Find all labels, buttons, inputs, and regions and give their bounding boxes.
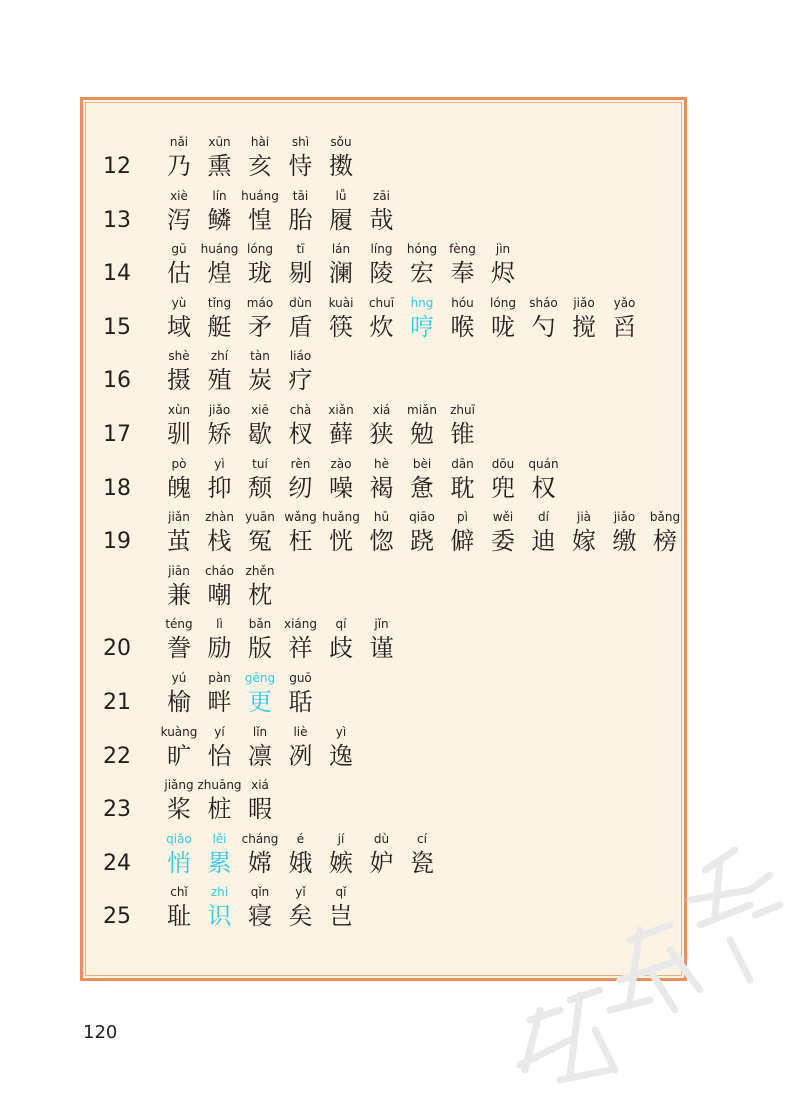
hanzi-character: 跷 xyxy=(410,527,434,556)
character-cell xyxy=(281,348,321,395)
hanzi-character: 殖 xyxy=(207,366,232,395)
pinyin-label: guō xyxy=(289,671,312,685)
pinyin-label: qǐn xyxy=(250,885,270,900)
pinyin-label: bèi xyxy=(412,456,432,471)
hanzi-character: 更 xyxy=(248,688,272,716)
hanzi-character: 履 xyxy=(329,205,353,234)
pinyin-label: lín xyxy=(212,188,227,203)
character-cell xyxy=(240,563,280,610)
hanzi-character: 惶 xyxy=(248,205,272,234)
pinyin-label: hng xyxy=(410,295,434,310)
hanzi-character: 权 xyxy=(531,473,556,502)
hanzi-character: 枕 xyxy=(248,580,272,609)
hanzi-character: 域 xyxy=(167,312,191,341)
hanzi-character: 怡 xyxy=(207,741,232,770)
pinyin-label: lěi xyxy=(212,831,227,846)
pinyin-label: yǎo xyxy=(613,295,636,310)
hanzi-character: 熏 xyxy=(207,152,232,180)
character-cell xyxy=(443,402,483,449)
hanzi-character: 炊 xyxy=(369,312,394,341)
pinyin-label: jiǎn xyxy=(168,510,190,525)
hanzi-character: 褐 xyxy=(369,473,394,502)
pinyin-label: qǐ xyxy=(335,885,347,900)
pinyin-label: xiè xyxy=(170,188,188,203)
hanzi-character: 旷 xyxy=(167,741,191,770)
hanzi-character: 榜 xyxy=(653,527,677,556)
pinyin-label: gēng xyxy=(244,671,276,685)
hanzi-character: 鳞 xyxy=(207,205,232,234)
hanzi-character: 矛 xyxy=(248,312,272,341)
hanzi-character: 纫 xyxy=(288,473,313,502)
pinyin-label: miǎn xyxy=(407,403,437,417)
hanzi-character: 悄 xyxy=(167,848,191,877)
pinyin-label: shè xyxy=(168,349,190,364)
hanzi-character: 炭 xyxy=(248,366,272,395)
pinyin-label: sháo xyxy=(529,295,558,310)
character-cell xyxy=(605,295,645,342)
hanzi-character: 烬 xyxy=(491,259,515,288)
pinyin-label: zào xyxy=(330,456,352,471)
lesson-number: 16 xyxy=(103,368,131,394)
character-cell xyxy=(524,456,564,503)
hanzi-character: 搅 xyxy=(572,312,596,341)
pinyin-label: jiān xyxy=(168,563,190,578)
pinyin-label: dōu xyxy=(491,456,515,471)
pinyin-label: wǎng xyxy=(284,510,317,525)
pinyin-label: quán xyxy=(528,456,559,471)
pinyin-label: jiǎo xyxy=(573,295,595,310)
pinyin-label: dù xyxy=(373,831,390,846)
hanzi-character: 茧 xyxy=(167,527,191,556)
lesson-number: 20 xyxy=(103,636,131,662)
hanzi-character: 泻 xyxy=(167,205,191,234)
hanzi-character: 栈 xyxy=(207,527,232,556)
hanzi-character: 谨 xyxy=(369,634,394,663)
pinyin-label: fèng xyxy=(449,242,476,257)
pinyin-label: hóng xyxy=(406,242,438,257)
pinyin-label: pò xyxy=(171,456,187,471)
character-cell xyxy=(645,509,685,556)
hanzi-character: 珑 xyxy=(248,259,272,288)
pinyin-label: pàn xyxy=(208,671,231,685)
pinyin-label: zhí xyxy=(210,349,229,364)
pinyin-label: huǎng xyxy=(322,510,360,525)
pinyin-label: jìn xyxy=(495,242,511,257)
pinyin-label: tāi xyxy=(292,188,309,203)
lesson-number: 13 xyxy=(103,207,131,233)
hanzi-character: 嘲 xyxy=(207,580,232,609)
hanzi-character: 励 xyxy=(207,634,232,663)
pinyin-label: jiǎo xyxy=(208,403,231,417)
hanzi-character: 哼 xyxy=(410,312,434,341)
pinyin-label: liáo xyxy=(289,349,312,364)
pinyin-label: jiǎo xyxy=(613,510,636,525)
hanzi-character: 冽 xyxy=(288,741,313,770)
pinyin-label: hū xyxy=(373,510,390,525)
hanzi-character: 抑 xyxy=(207,473,232,502)
pinyin-label: rèn xyxy=(290,456,311,471)
hanzi-character: 勺 xyxy=(531,312,556,341)
hanzi-character: 耽 xyxy=(450,473,475,502)
hanzi-character: 乃 xyxy=(167,152,191,180)
hanzi-character: 艇 xyxy=(207,312,232,341)
pinyin-label: cháng xyxy=(241,831,279,846)
pinyin-label: hài xyxy=(250,135,270,149)
pinyin-label: lóng xyxy=(490,295,516,310)
pinyin-label: yǐ xyxy=(295,885,306,900)
hanzi-character: 凛 xyxy=(248,741,272,770)
hanzi-character: 噪 xyxy=(329,473,353,502)
character-cell xyxy=(402,831,442,878)
pinyin-label: xūn xyxy=(208,135,231,149)
hanzi-character: 摄 xyxy=(167,366,191,395)
hanzi-character: 暇 xyxy=(248,795,272,824)
hanzi-character: 瓷 xyxy=(410,848,434,877)
hanzi-character: 宏 xyxy=(410,259,434,288)
pinyin-label: xùn xyxy=(167,403,191,417)
character-cell xyxy=(321,724,361,771)
hanzi-character: 桨 xyxy=(167,795,191,824)
hanzi-character: 僻 xyxy=(450,527,475,556)
pinyin-label: chà xyxy=(289,403,312,417)
hanzi-character: 魄 xyxy=(167,473,191,502)
hanzi-character: 煌 xyxy=(207,259,232,288)
hanzi-character: 狭 xyxy=(369,420,394,448)
hanzi-character: 聒 xyxy=(288,688,313,716)
hanzi-character: 岂 xyxy=(329,902,353,931)
pinyin-label: tàn xyxy=(250,349,270,364)
pinyin-label: bǎng xyxy=(649,510,681,525)
pinyin-label: yuān xyxy=(245,510,275,525)
pinyin-label: huáng xyxy=(241,188,279,203)
hanzi-character: 驯 xyxy=(167,420,191,448)
hanzi-character: 桩 xyxy=(207,795,232,824)
character-cell xyxy=(321,884,361,931)
pinyin-label: zhuāng xyxy=(197,778,242,793)
pinyin-label: zāi xyxy=(373,188,390,203)
pinyin-label: huáng xyxy=(200,242,239,257)
hanzi-character: 筷 xyxy=(329,312,353,341)
hanzi-character: 耻 xyxy=(167,902,191,931)
pinyin-label: tī xyxy=(296,242,305,257)
hanzi-character: 勉 xyxy=(410,420,434,448)
pinyin-label: sǒu xyxy=(330,135,352,149)
pinyin-label: téng xyxy=(165,617,193,632)
character-cell xyxy=(281,670,321,717)
pinyin-label: bǎn xyxy=(248,617,272,632)
pinyin-label: xiá xyxy=(251,778,269,793)
page-number: 120 xyxy=(83,1022,118,1043)
pinyin-label: qiǎo xyxy=(166,831,192,846)
pinyin-label: dùn xyxy=(289,295,312,310)
hanzi-character: 逸 xyxy=(329,741,353,770)
pinyin-label: dí xyxy=(538,510,549,525)
hanzi-character: 恍 xyxy=(329,527,353,556)
pinyin-label: jí xyxy=(337,831,345,846)
pinyin-label: zhàn xyxy=(205,510,234,525)
pinyin-label: cí xyxy=(417,831,427,846)
lesson-number: 24 xyxy=(103,850,131,876)
hanzi-character: 惫 xyxy=(410,473,434,502)
character-table-frame xyxy=(80,97,687,981)
hanzi-character: 版 xyxy=(248,634,272,663)
pinyin-label: gū xyxy=(171,242,187,257)
lesson-number: 17 xyxy=(103,422,131,447)
pinyin-label: zhi xyxy=(210,885,229,900)
pinyin-label: lǚ xyxy=(335,188,347,203)
hanzi-character: 锥 xyxy=(450,420,475,448)
character-cell xyxy=(362,616,402,663)
pinyin-label: lóng xyxy=(247,242,273,257)
pinyin-label: jiǎng xyxy=(164,778,194,793)
lesson-number: 19 xyxy=(103,529,131,555)
hanzi-character: 澜 xyxy=(329,259,353,288)
character-cell xyxy=(240,777,280,824)
pinyin-label: chuī xyxy=(368,295,395,310)
pinyin-label: shì xyxy=(291,135,310,149)
pinyin-label: hè xyxy=(374,456,389,471)
pinyin-label: liè xyxy=(293,724,308,739)
hanzi-character: 剔 xyxy=(288,259,313,288)
hanzi-character: 胎 xyxy=(288,205,313,234)
pinyin-label: yí xyxy=(214,724,225,739)
hanzi-character: 祥 xyxy=(288,634,313,663)
hanzi-character: 陵 xyxy=(369,259,394,288)
pinyin-label: xiá xyxy=(372,403,391,417)
pinyin-label: qiāo xyxy=(409,510,435,525)
pinyin-label: zhěn xyxy=(245,563,275,578)
lesson-number: 12 xyxy=(103,154,131,179)
pinyin-label: wěi xyxy=(492,510,514,525)
hanzi-character: 畔 xyxy=(207,688,232,716)
pinyin-label: tuí xyxy=(252,456,268,471)
lesson-number: 23 xyxy=(103,797,131,823)
hanzi-character: 娥 xyxy=(288,848,313,877)
hanzi-character: 喉 xyxy=(450,312,475,341)
pinyin-label: cháo xyxy=(205,563,234,578)
hanzi-character: 擞 xyxy=(329,152,353,180)
hanzi-character: 榆 xyxy=(167,688,191,716)
pinyin-label: xiē xyxy=(251,403,269,417)
character-cell xyxy=(483,241,523,288)
pinyin-label: máo xyxy=(246,295,274,310)
hanzi-character: 恃 xyxy=(288,152,313,180)
pinyin-label: lì xyxy=(216,617,223,632)
character-cell xyxy=(321,134,361,181)
pinyin-label: líng xyxy=(370,242,393,257)
hanzi-character: 兼 xyxy=(167,580,191,609)
pinyin-label: hóu xyxy=(451,295,474,310)
pinyin-label: kuàng xyxy=(160,724,198,739)
pinyin-label: zhuī xyxy=(450,403,475,417)
hanzi-character: 估 xyxy=(167,259,191,288)
hanzi-character: 矫 xyxy=(207,420,232,448)
pinyin-label: kuài xyxy=(328,295,354,310)
hanzi-character: 委 xyxy=(491,527,515,556)
hanzi-character: 舀 xyxy=(612,312,637,341)
pinyin-label: yù xyxy=(171,295,187,310)
pinyin-label: xiáng xyxy=(283,617,317,632)
hanzi-character: 识 xyxy=(207,902,232,931)
hanzi-character: 嫉 xyxy=(329,848,353,877)
hanzi-character: 枉 xyxy=(288,527,313,556)
hanzi-character: 兜 xyxy=(491,473,515,502)
lesson-number: 21 xyxy=(103,690,131,715)
pinyin-label: chǐ xyxy=(170,885,188,900)
hanzi-character: 杈 xyxy=(288,420,313,448)
pinyin-label: lán xyxy=(331,242,351,257)
lesson-number: 22 xyxy=(103,743,131,769)
pinyin-label: jǐn xyxy=(374,617,389,632)
lesson-number: 18 xyxy=(103,475,131,501)
hanzi-character: 迪 xyxy=(531,527,556,556)
hanzi-character: 嫦 xyxy=(248,848,272,877)
hanzi-character: 寝 xyxy=(248,902,272,931)
pinyin-label: lǐn xyxy=(252,724,268,739)
pinyin-label: dān xyxy=(451,456,474,471)
pinyin-label: tǐng xyxy=(207,295,232,310)
hanzi-character: 歧 xyxy=(329,634,353,663)
hanzi-character: 盾 xyxy=(288,312,313,341)
pinyin-label: qí xyxy=(335,617,347,632)
hanzi-character: 哉 xyxy=(369,205,394,234)
pinyin-label: xiǎn xyxy=(328,403,354,417)
hanzi-character: 颓 xyxy=(248,473,272,502)
lesson-number: 14 xyxy=(103,261,131,287)
pinyin-label: pì xyxy=(457,510,468,525)
hanzi-character: 妒 xyxy=(369,848,394,877)
character-cell xyxy=(362,188,402,235)
hanzi-character: 誊 xyxy=(167,634,191,663)
hanzi-character: 累 xyxy=(207,848,232,877)
lesson-number: 25 xyxy=(103,904,131,930)
pinyin-label: é xyxy=(296,831,305,846)
pinyin-label: yú xyxy=(171,671,187,685)
pinyin-label: yì xyxy=(214,456,225,471)
hanzi-character: 藓 xyxy=(329,420,353,448)
hanzi-character: 矣 xyxy=(288,902,313,931)
pinyin-label: jià xyxy=(576,510,592,525)
hanzi-character: 奉 xyxy=(450,259,475,288)
hanzi-character: 冤 xyxy=(248,527,272,556)
pinyin-label: nǎi xyxy=(169,135,189,149)
hanzi-character: 咙 xyxy=(491,312,515,341)
hanzi-character: 惚 xyxy=(369,527,394,556)
hanzi-character: 疗 xyxy=(288,366,313,395)
hanzi-character: 亥 xyxy=(248,152,272,180)
hanzi-character: 嫁 xyxy=(572,527,596,556)
hanzi-character: 歇 xyxy=(248,420,272,448)
pinyin-label: yì xyxy=(335,724,347,739)
hanzi-character: 缴 xyxy=(612,527,637,556)
lesson-number: 15 xyxy=(103,314,131,340)
